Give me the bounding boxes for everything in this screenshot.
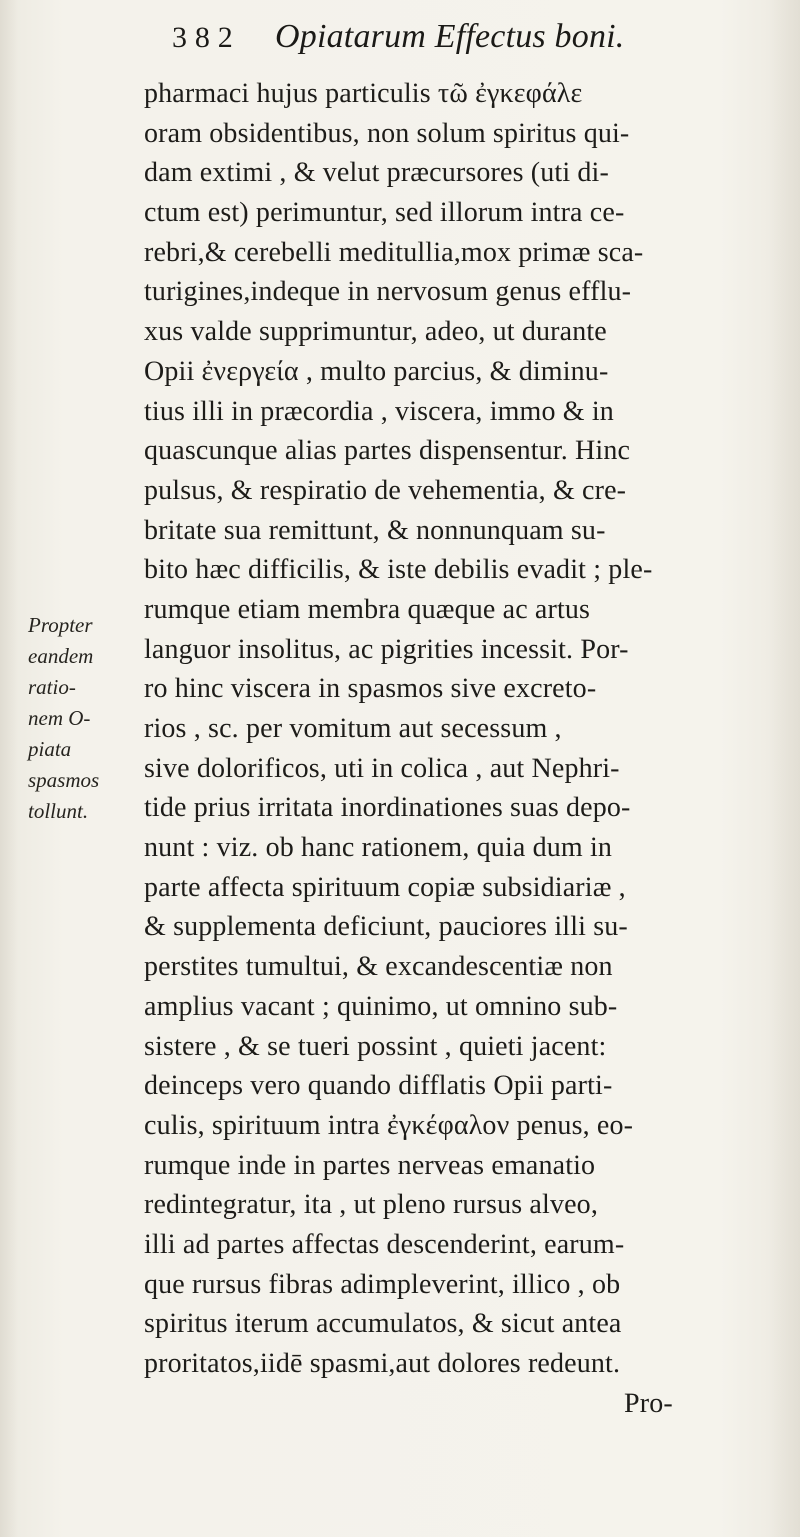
text-line: xus valde supprimuntur, adeo, ut durante	[144, 316, 607, 348]
text-line: quascunque alias partes dispensentur. Hinc	[144, 435, 631, 467]
text-line: rios , sc. per vomitum aut secessum ,	[144, 713, 562, 744]
page-number: 3 8 2	[172, 21, 233, 54]
text-line: que rursus fibras adimpleverint, illico , ob	[144, 1268, 621, 1300]
text-line: rumque etiam membra quæque ac artus	[144, 593, 591, 625]
text-line: culis, spirituum intra ἐγκέφαλον penus, eo-	[144, 1109, 634, 1141]
text-line: bito hæc difficilis, & iste debilis evadit ; ple-	[144, 554, 653, 586]
running-head	[172, 18, 692, 62]
marginal-note-line: ratio-	[28, 675, 76, 699]
text-line: sistere , & se tueri possint , quieti jacent:	[144, 1030, 607, 1062]
text-line: & supplementa deficiunt, pauciores illi su-	[144, 911, 628, 943]
text-line: turigines,indeque in nervosum genus efflu-	[144, 276, 632, 308]
marginal-note-line: piata	[28, 737, 72, 761]
text-line: languor insolitus, ac pigrities incessit. Por-	[144, 633, 629, 665]
marginal-note	[28, 610, 133, 827]
text-line: rumque inde in partes nerveas emanatio	[144, 1149, 596, 1181]
marginal-note-line: eandem	[28, 644, 94, 668]
marginal-note-line: tollunt.	[28, 799, 89, 823]
text-line: tius illi in præcordia , viscera, immo & in	[144, 395, 614, 427]
marginal-note-line: Propter	[28, 613, 93, 637]
text-line: tide prius irritata inordinationes suas depo-	[144, 792, 631, 824]
text-line: parte affecta spirituum copiæ subsidiariæ ,	[144, 871, 626, 903]
text-line: dam extimi , & velut præcursores (uti di-	[144, 157, 609, 189]
text-line: proritatos,iidē spasmi,aut dolores redeunt.	[144, 1348, 621, 1379]
catchword: Pro-	[624, 1387, 673, 1419]
text-line: pulsus, & respiratio de vehementia, & cre-	[144, 474, 627, 506]
text-line: nunt : viz. ob hanc rationem, quia dum in	[144, 832, 613, 864]
text-line: spiritus iterum accumulatos, & sicut antea	[144, 1308, 622, 1340]
marginal-note-line: spasmos	[28, 768, 100, 792]
main-text-block	[144, 74, 774, 1423]
text-line: britate sua remittunt, & nonnunquam su-	[144, 514, 606, 546]
text-line: Opii ἐνεργεία , multo parcius, & diminu-	[144, 355, 609, 387]
marginal-note-line: nem O-	[28, 706, 91, 730]
text-line: oram obsidentibus, non solum spiritus qui-	[144, 117, 630, 149]
running-title: Opiatarum Effectus boni.	[275, 18, 625, 55]
text-line: perstites tumultui, & excandescentiæ non	[144, 951, 613, 983]
page-left-edge	[0, 0, 18, 1537]
text-line: amplius vacant ; quinimo, ut omnino sub-	[144, 990, 618, 1022]
text-line: sive dolorificos, uti in colica , aut Nephri-	[144, 752, 620, 784]
text-line: redintegratur, ita , ut pleno rursus alveo,	[144, 1189, 598, 1221]
text-line: deinceps vero quando difflatis Opii parti-	[144, 1070, 613, 1102]
text-line: ctum est) perimuntur, sed illorum intra ce-	[144, 197, 625, 229]
text-line: illi ad partes affectas descenderint, earum-	[144, 1228, 625, 1260]
text-line: pharmaci hujus particulis τῶ ἐγκεφάλε	[144, 78, 583, 109]
text-line: ro hinc viscera in spasmos sive excreto-	[144, 673, 597, 705]
text-line: rebri,& cerebelli meditullia,mox primæ sca-	[144, 236, 644, 268]
